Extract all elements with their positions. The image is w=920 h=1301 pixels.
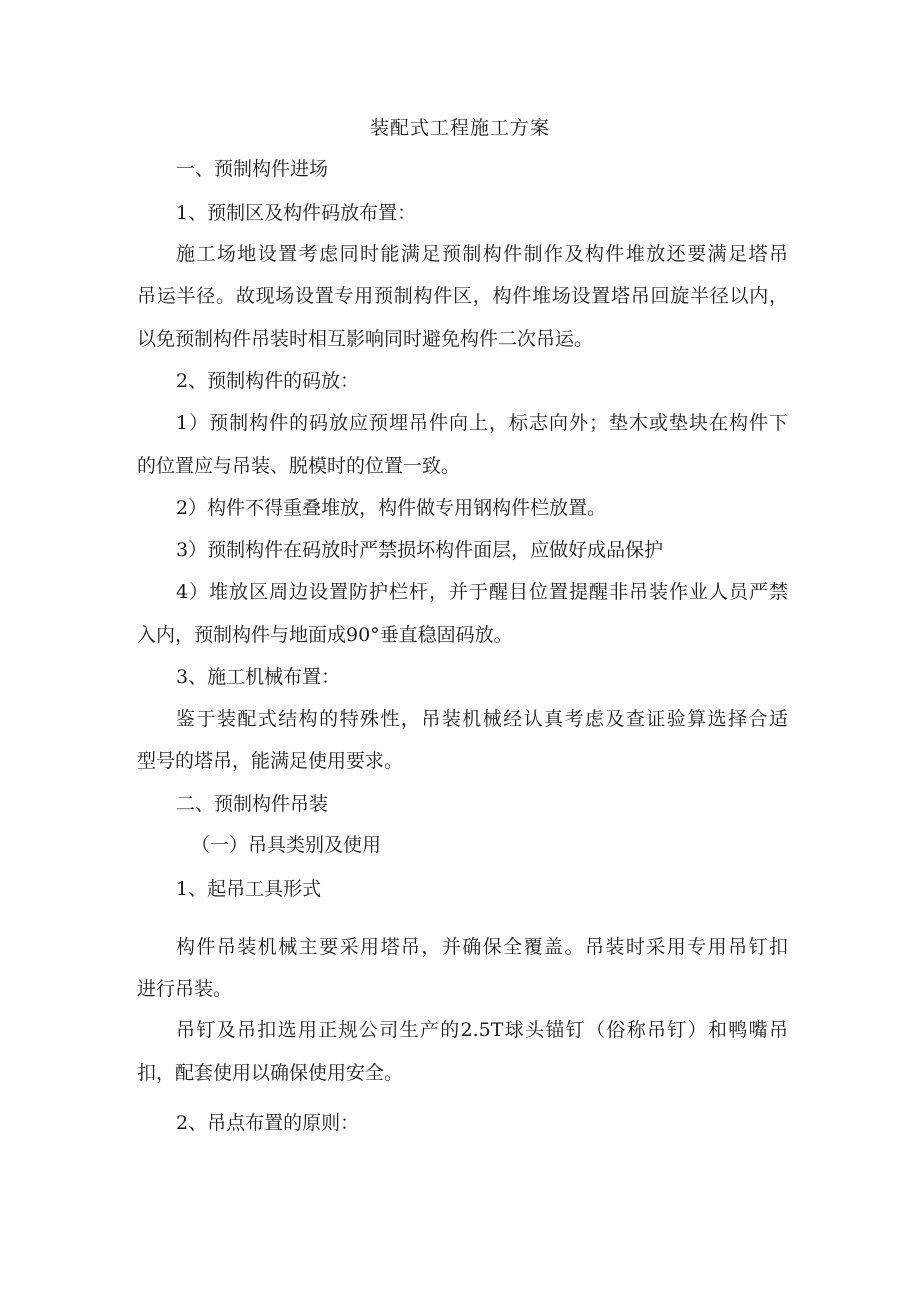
paragraph-line: 扣，配套使用以确保使用安全。 <box>137 1062 404 1084</box>
subsection-heading-1-2: 2、预制构件的码放： <box>176 370 360 392</box>
list-item-line: 1）预制构件的码放应预埋吊件向上，标志向外；垫木或垫块在构件下 <box>176 412 788 434</box>
paragraph-line: 进行吊装。 <box>137 978 233 1000</box>
item-heading-2-1-1: 1、起吊工具形式 <box>176 878 322 900</box>
list-item: 3）预制构件在码放时严禁损坏构件面层，应做好成品保护 <box>176 539 664 561</box>
item-heading-2-1-2: 2、吊点布置的原则： <box>176 1112 360 1134</box>
subsection-heading-1-3: 3、施工机械布置： <box>176 666 341 688</box>
subsection-heading-2-1: （一）吊具类别及使用 <box>191 834 382 856</box>
section-heading-1: 一、预制构件进场 <box>176 158 329 180</box>
paragraph-line: 吊钉及吊扣选用正规公司生产的2.5T球头锚钉（俗称吊钉）和鸭嘴吊 <box>176 1019 788 1041</box>
paragraph-line: 型号的塔吊，能满足使用要求。 <box>137 750 404 772</box>
document-title: 装配式工程施工方案 <box>369 117 550 139</box>
paragraph-line: 以免预制构件吊装时相互影响同时避免构件二次吊运。 <box>137 328 594 350</box>
paragraph-line: 吊运半径。故现场设置专用预制构件区，构件堆场设置塔吊回旋半径以内， <box>137 285 788 307</box>
list-item: 2）构件不得重叠堆放，构件做专用钢构件栏放置。 <box>176 497 607 519</box>
paragraph-line: 构件吊装机械主要采用塔吊，并确保全覆盖。吊装时采用专用吊钉扣 <box>176 936 788 958</box>
list-item-line: 入内，预制构件与地面成90°垂直稳固码放。 <box>137 624 513 646</box>
section-heading-2: 二、预制构件吊装 <box>176 793 329 815</box>
list-item-line: 4）堆放区周边设置防护栏杆，并于醒目位置提醒非吊装作业人员严禁 <box>176 581 788 603</box>
list-item-line: 的位置应与吊装、脱模时的位置一致。 <box>137 455 461 477</box>
paragraph-line: 施工场地设置考虑同时能满足预制构件制作及构件堆放还要满足塔吊 <box>176 243 788 265</box>
subsection-heading-1-1: 1、预制区及构件码放布置： <box>176 202 417 224</box>
paragraph-line: 鉴于装配式结构的特殊性，吊装机械经认真考虑及查证验算选择合适 <box>176 708 788 730</box>
